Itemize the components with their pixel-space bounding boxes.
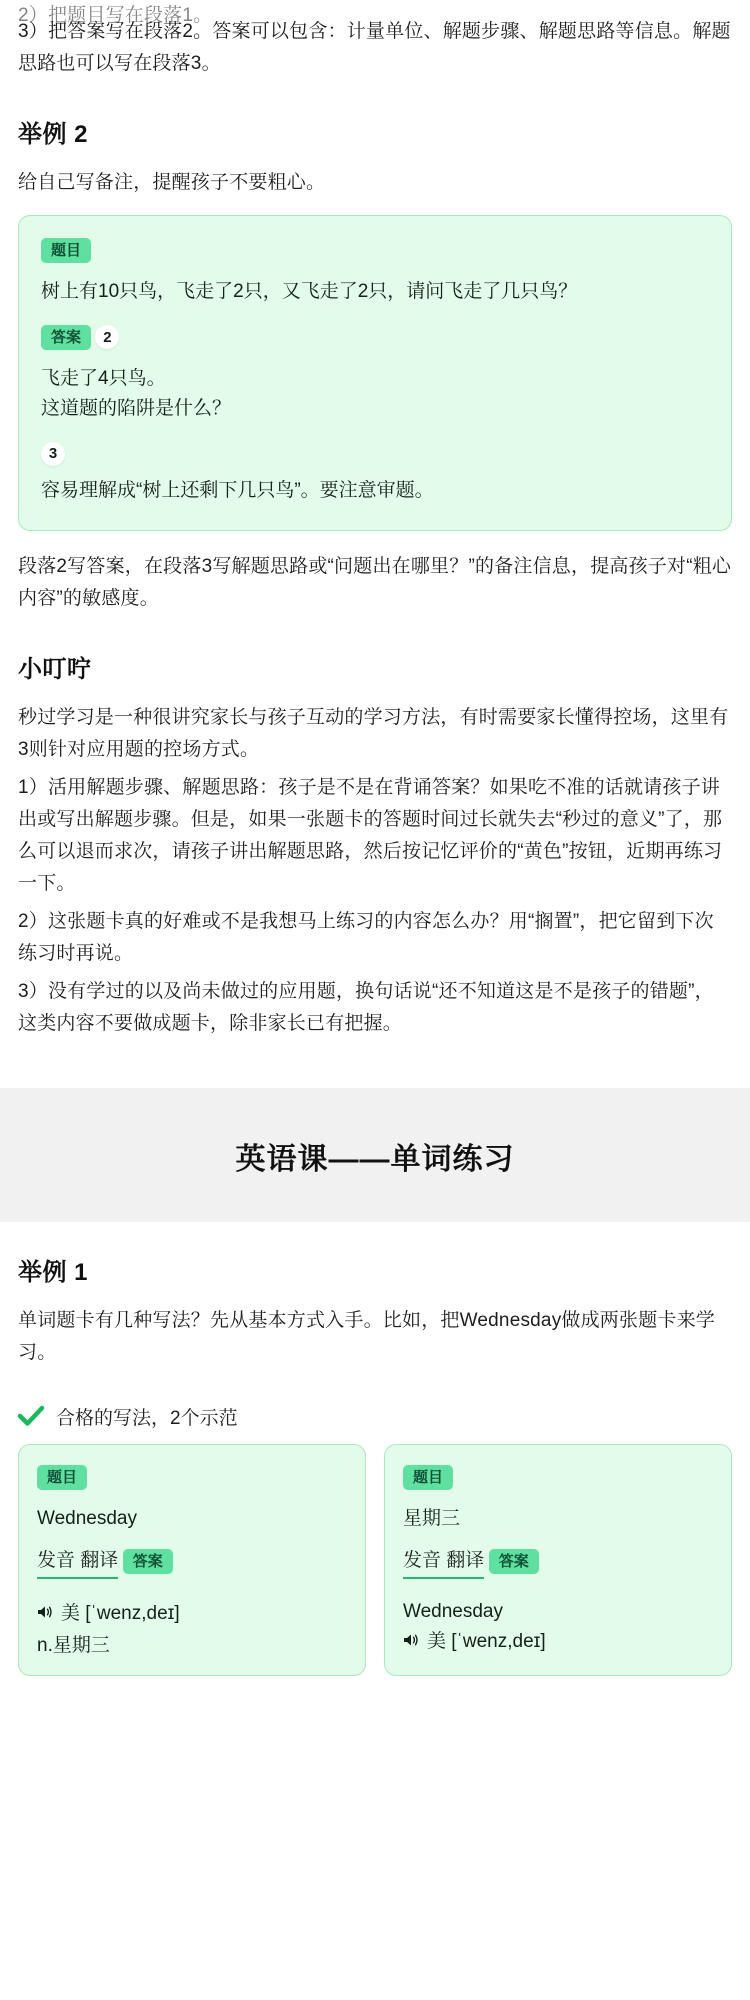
example-2-intro: 给自己写备注，提醒孩子不要粗心。 [18, 172, 326, 193]
band-title: 英语课——单词练习 [235, 1142, 515, 1176]
example-2-section [0, 114, 750, 615]
example-2-card [18, 215, 732, 531]
check-icon [18, 1405, 44, 1427]
part-of-speech-line: n.星期三 [37, 1634, 110, 1656]
question-text: 树上有10只鸟，飞走了2只，又飞走了2只，请问飞走了几只鸟？ [41, 281, 578, 302]
phonetic-text: 美 [ˈwenz,deɪ] [427, 1630, 546, 1652]
qualified-writing-label: 合格的写法，2个示范 [56, 1407, 238, 1429]
english-cards-row [18, 1444, 732, 1676]
answer-tag: 答案 [489, 1549, 539, 1574]
top-section [0, 0, 750, 80]
question-tag: 题目 [403, 1465, 453, 1490]
speaker-icon[interactable] [403, 1633, 419, 1650]
tips-item-1: 1）活用解题步骤、解题思路：孩子是不是在背诵答案？如果吃不准的话就请孩子讲出或写出解题步骤。但是，如果一张题卡的答题时间过长就失去“秒过的意义”了，那么可以退而求次，请孩子讲出解题思路，然后按记忆评价的“黄色”按钮，近期再练习一下。 [18, 776, 723, 894]
tips-heading: 小叮咛 [18, 655, 92, 683]
answer-word: Wednesday [403, 1600, 503, 1622]
answer-line-2: 这道题的陷阱是什么？ [41, 397, 232, 419]
tips-item-2: 2）这张题卡真的好难或不是我想马上练习的内容怎么办？用“搁置”，把它留到下次练习时再说。 [18, 910, 714, 964]
phonetic-row [37, 1599, 347, 1629]
english-card-1 [18, 1444, 366, 1676]
instruction-line-3: 3）把答案写在段落2。答案可以包含：计量单位、解题步骤、解题思路等信息。解题思路也可以写在段落3。 [18, 21, 731, 74]
phonetic-row [403, 1631, 713, 1653]
answer-tag: 答案 [123, 1549, 173, 1574]
phonetic-text: 美 [ˈwenz,deɪ] [61, 1602, 180, 1624]
tips-section [0, 649, 750, 1040]
paragraph-3-badge: 3 [41, 442, 65, 466]
example-2-heading: 举例 2 [18, 121, 89, 148]
english-example-1-section [0, 1252, 750, 1676]
qualified-writing-row [18, 1403, 732, 1430]
question-word: Wednesday [37, 1507, 137, 1529]
pronunciation-translation-links[interactable]: 发音 翻译 [37, 1548, 118, 1579]
pronunciation-translation-links[interactable]: 发音 翻译 [403, 1548, 484, 1579]
english-example-1-heading: 举例 1 [18, 1258, 89, 1286]
paragraph-2-badge: 2 [95, 325, 119, 349]
clipped-line: 2）把题目写在段落1。 [18, 5, 213, 26]
question-tag: 题目 [37, 1465, 87, 1490]
question-word: 星期三 [403, 1507, 461, 1529]
note-line: 容易理解成“树上还剩下几只鸟”。要注意审题。 [41, 479, 434, 501]
english-card-2 [384, 1444, 732, 1676]
english-example-1-intro: 单词题卡有几种写法？先从基本方式入手。比如，把Wednesday做成两张题卡来学习。 [18, 1309, 715, 1363]
question-tag: 题目 [41, 238, 91, 263]
tips-item-3: 3）没有学过的以及尚未做过的应用题，换句话说“还不知道这是不是孩子的错题”，这类内容不要做成题卡，除非家长已有把握。 [18, 980, 714, 1034]
answer-line-1: 飞走了4只鸟。 [41, 367, 166, 389]
answer-tag: 答案 [41, 325, 91, 350]
example-2-footnote: 段落2写答案，在段落3写解题思路或“问题出在哪里？”的备注信息，提高孩子对“粗心内容”的敏感度。 [18, 555, 732, 609]
speaker-icon[interactable] [37, 1605, 53, 1622]
tips-intro: 秒过学习是一种很讲究家长与孩子互动的学习方法，有时需要家长懂得控场，这里有3则针对应用题的控场方式。 [18, 706, 729, 760]
section-band-english [0, 1088, 750, 1222]
